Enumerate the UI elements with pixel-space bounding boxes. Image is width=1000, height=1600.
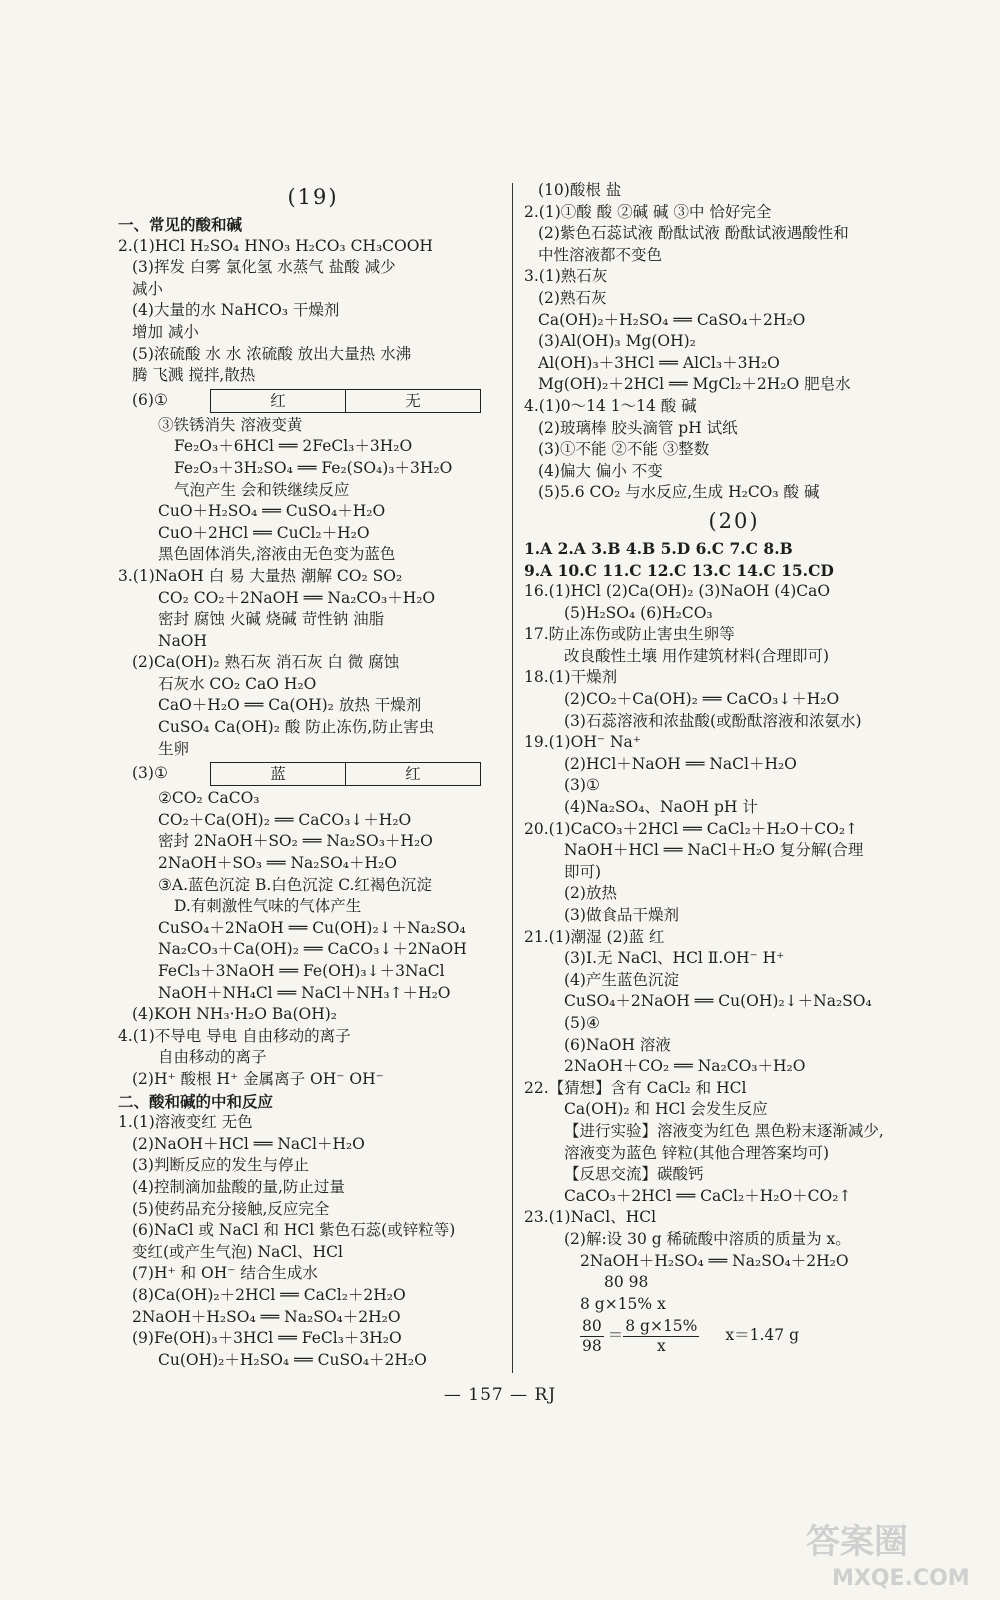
section-heading: 9.A 10.C 11.C 12.C 13.C 14.C 15.CD: [524, 560, 834, 580]
answer-line: (3)①: [564, 776, 600, 795]
indicator-table-row: [118, 762, 508, 786]
answer-line: (2)玻璃棒 胶头滴管 pH 试纸: [538, 418, 738, 437]
watermark-logo: [802, 1515, 982, 1593]
answer-line: 【反思交流】碳酸钙: [564, 1165, 704, 1184]
answer-line: 2NaOH＋H₂SO₄ ══ Na₂SO₄＋2H₂O: [132, 1307, 401, 1326]
answer-line: (3)判断反应的发生与停止: [132, 1156, 309, 1175]
answer-line: 2.(1)①酸 酸 ②碱 碱 ③中 恰好完全: [524, 202, 772, 221]
answer-line: 2NaOH＋SO₃ ══ Na₂SO₄＋H₂O: [158, 854, 397, 873]
answer-line: 自由移动的离子: [158, 1048, 267, 1067]
answer-line: 气泡产生 会和铁继续反应: [174, 480, 350, 499]
answer-line: (2)H⁺ 酸根 H⁺ 金属离子 OH⁻ OH⁻: [132, 1069, 384, 1088]
answer-line: Ca(OH)₂＋H₂SO₄ ══ CaSO₄＋2H₂O: [538, 310, 806, 329]
left-column: [118, 180, 508, 1371]
answer-line: (10)酸根 盐: [538, 181, 622, 199]
answer-line: (2)紫色石蕊试液 酚酞试液 酚酞试液遇酸性和: [538, 224, 849, 243]
section-title: (19): [287, 185, 339, 209]
question-label: (3)①: [132, 764, 168, 783]
answer-line: (9)Fe(OH)₃＋3HCl ══ FeCl₃＋3H₂O: [132, 1329, 402, 1348]
answer-line: (2)解:设 30 g 稀硫酸中溶质的质量为 x。: [564, 1229, 851, 1248]
answer-line: (6)NaOH 溶液: [564, 1035, 671, 1054]
answer-line: CO₂ CO₂＋2NaOH ══ Na₂CO₃＋H₂O: [158, 588, 436, 607]
equals-sign: ＝: [607, 1326, 624, 1345]
answer-line: 4.(1)0～14 1～14 酸 碱: [524, 396, 697, 415]
answer-line: 3.(1)熟石灰: [524, 267, 608, 286]
watermark-url: MXQE.COM: [832, 1566, 970, 1591]
fraction-numerator: 8 g×15%: [625, 1316, 698, 1335]
column-divider: [512, 183, 513, 1373]
answer-line: ③A.蓝色沉淀 B.白色沉淀 C.红褐色沉淀: [158, 875, 432, 894]
section-heading: 二、酸和碱的中和反应: [118, 1091, 274, 1111]
section-title: (20): [708, 508, 760, 533]
answer-line: ②CO₂ CaCO₃: [158, 789, 260, 808]
answer-line: 18.(1)干燥剂: [524, 668, 618, 687]
answer-line: 腾 飞溅 搅拌,散热: [132, 366, 256, 385]
answer-line: (3)Al(OH)₃ Mg(OH)₂: [538, 332, 696, 351]
answer-line: Mg(OH)₂＋2HCl ══ MgCl₂＋2H₂O 肥皂水: [538, 375, 851, 394]
answer-line: 2.(1)HCl H₂SO₄ HNO₃ H₂CO₃ CH₃COOH: [118, 236, 433, 255]
fraction: [580, 1317, 604, 1356]
answer-line: NaOH＋HCl ══ NaCl＋H₂O 复分解(合理: [564, 841, 864, 860]
table-cell: 无: [345, 390, 480, 412]
indicator-table-row: [118, 389, 508, 413]
answer-line: 16.(1)HCl (2)Ca(OH)₂ (3)NaOH (4)CaO: [524, 582, 831, 601]
table-cell: 红: [270, 391, 286, 410]
answer-line: 2NaOH＋CO₂ ══ Na₂CO₃＋H₂O: [564, 1057, 806, 1076]
answer-line: (2)Ca(OH)₂ 熟石灰 消石灰 白 微 腐蚀: [132, 653, 400, 672]
answer-line: 中性溶液都不变色: [538, 245, 663, 264]
answer-line: (5)浓硫酸 水 水 浓硫酸 放出大量热 水沸: [132, 344, 412, 363]
answer-line: 改良酸性土壤 用作建筑材料(合理即可): [564, 646, 830, 665]
answer-line: 1.(1)溶液变红 无色: [118, 1113, 253, 1132]
answer-line: 21.(1)潮湿 (2)蓝 红: [524, 927, 665, 946]
answer-line: CO₂＋Ca(OH)₂ ══ CaCO₃↓＋H₂O: [158, 810, 412, 829]
answer-line: 2NaOH＋H₂SO₄ ══ Na₂SO₄＋2H₂O: [580, 1251, 849, 1270]
answer-line: 80 98: [604, 1273, 649, 1292]
answer-line: (3)挥发 白雾 氯化氢 水蒸气 盐酸 减少: [132, 258, 396, 277]
answer-line: (4)控制滴加盐酸的量,防止过量: [132, 1177, 345, 1196]
answer-line: (3)做食品干燥剂: [564, 906, 679, 924]
table-cell: 蓝: [270, 765, 286, 784]
equation-result: x＝1.47 g: [725, 1326, 800, 1345]
fraction-numerator: 80: [582, 1316, 602, 1335]
answer-line: (3)石蕊溶液和浓盐酸(或酚酞溶液和浓氨水): [564, 711, 862, 730]
answer-line: ③铁锈消失 溶液变黄: [158, 415, 303, 434]
table-cell: 红: [345, 763, 480, 785]
answer-line: 即可): [564, 862, 602, 881]
answer-line: (4)大量的水 NaHCO₃ 干燥剂: [132, 301, 340, 320]
answer-line: NaOH: [158, 631, 208, 650]
answer-line: CuO＋2HCl ══ CuCl₂＋H₂O: [158, 523, 370, 542]
answer-line: (2)放热: [564, 884, 617, 903]
answer-line: (4)偏大 偏小 不变: [538, 461, 663, 480]
answer-line: (2)HCl＋NaOH ══ NaCl＋H₂O: [564, 754, 797, 773]
answer-line: FeCl₃＋3NaOH ══ Fe(OH)₃↓＋3NaCl: [158, 962, 445, 980]
page-footer: — 157 — RJ: [443, 1385, 557, 1405]
answer-line: CuO＋H₂SO₄ ══ CuSO₄＋H₂O: [158, 502, 386, 521]
answer-line: Al(OH)₃＋3HCl ══ AlCl₃＋3H₂O: [538, 353, 780, 372]
answer-line: Fe₂O₃＋3H₂SO₄ ══ Fe₂(SO₄)₃＋3H₂O: [174, 458, 453, 477]
right-column: [524, 180, 944, 1357]
answer-line: D.有刺激性气味的气体产生: [174, 897, 362, 916]
answer-line: (4)产生蓝色沉淀: [564, 970, 679, 989]
answer-line: (2)NaOH＋HCl ══ NaCl＋H₂O: [132, 1134, 365, 1153]
answer-line: (5)使药品充分接触,反应完全: [132, 1199, 330, 1218]
answer-line: 8 g×15% x: [580, 1294, 666, 1313]
question-label: (6)①: [132, 390, 168, 409]
answer-line: 变红(或产生气泡) NaCl、HCl: [132, 1242, 343, 1261]
answer-line: (5)④: [564, 1013, 600, 1032]
answer-line: 生卵: [158, 739, 190, 758]
answer-line: (3)①不能 ②不能 ③整数: [538, 440, 710, 459]
answer-line: 23.(1)NaCl、HCl: [524, 1208, 657, 1227]
section-heading: 一、常见的酸和碱: [118, 215, 243, 234]
fraction-denominator: x: [656, 1336, 666, 1355]
section-heading: 1.A 2.A 3.B 4.B 5.D 6.C 7.C 8.B: [524, 538, 793, 558]
watermark-text: 答案圈: [806, 1522, 908, 1562]
answer-line: 黑色固体消失,溶液由无色变为蓝色: [158, 545, 396, 564]
answer-line: 【进行实验】溶液变为红色 黑色粉末逐渐减少,: [564, 1121, 884, 1140]
answer-line: Na₂CO₃＋Ca(OH)₂ ══ CaCO₃↓＋2NaOH: [158, 940, 467, 959]
answer-line: 3.(1)NaOH 白 易 大量热 潮解 CO₂ SO₂: [118, 566, 403, 585]
proportion-equation: [524, 1315, 944, 1357]
answer-line: CuSO₄＋2NaOH ══ Cu(OH)₂↓＋Na₂SO₄: [158, 918, 466, 937]
answer-line: NaOH＋NH₄Cl ══ NaCl＋NH₃↑＋H₂O: [158, 983, 451, 1002]
answer-line: 减小: [132, 279, 164, 298]
answer-line: 增加 减小: [132, 322, 199, 341]
answer-line: 密封 2NaOH＋SO₂ ══ Na₂SO₃＋H₂O: [158, 832, 433, 851]
answer-line: CuSO₄＋2NaOH ══ Cu(OH)₂↓＋Na₂SO₄: [564, 992, 872, 1011]
answer-line: CaO＋H₂O ══ Ca(OH)₂ 放热 干燥剂: [158, 696, 422, 715]
fraction: [623, 1317, 699, 1356]
answer-line: 19.(1)OH⁻ Na⁺: [524, 733, 641, 752]
answer-line: Fe₂O₃＋6HCl ══ 2FeCl₃＋3H₂O: [174, 437, 413, 456]
answer-line: (6)NaCl 或 NaCl 和 HCl 紫色石蕊(或锌粒等): [132, 1221, 456, 1240]
answer-line: 22.【猜想】含有 CaCl₂ 和 HCl: [524, 1078, 747, 1097]
answer-line: (5)H₂SO₄ (6)H₂CO₃: [564, 603, 713, 622]
answer-line: (7)H⁺ 和 OH⁻ 结合生成水: [132, 1264, 318, 1283]
answer-line: (3)Ⅰ.无 NaCl、HCl Ⅱ.OH⁻ H⁺: [564, 949, 785, 968]
answer-line: (5)5.6 CO₂ 与水反应,生成 H₂CO₃ 酸 碱: [538, 483, 820, 502]
answer-line: 密封 腐蚀 火碱 烧碱 苛性钠 油脂: [158, 610, 385, 629]
answer-line: (4)Na₂SO₄、NaOH pH 计: [564, 798, 758, 817]
page-number: 157: [468, 1385, 504, 1405]
answer-line: (8)Ca(OH)₂＋2HCl ══ CaCl₂＋2H₂O: [132, 1285, 406, 1304]
answer-line: CuSO₄ Ca(OH)₂ 酸 防止冻伤,防止害虫: [158, 718, 435, 737]
answer-line: 20.(1)CaCO₃＋2HCl ══ CaCl₂＋H₂O＋CO₂↑: [524, 819, 859, 838]
answer-line: 溶液变为蓝色 锌粒(其他合理答案均可): [564, 1143, 830, 1162]
indicator-color-table: [210, 389, 481, 413]
answer-line: (2)熟石灰: [538, 288, 607, 307]
answer-line: (4)KOH NH₃·H₂O Ba(OH)₂: [132, 1005, 338, 1024]
answer-line: Cu(OH)₂＋H₂SO₄ ══ CuSO₄＋2H₂O: [158, 1350, 427, 1369]
answer-line: 石灰水 CO₂ CaO H₂O: [158, 674, 317, 693]
answer-line: Ca(OH)₂ 和 HCl 会发生反应: [564, 1100, 768, 1119]
edition-code: RJ: [534, 1385, 557, 1405]
indicator-color-table: [210, 762, 481, 786]
answer-line: CaCO₃＋2HCl ══ CaCl₂＋H₂O＋CO₂↑: [564, 1186, 852, 1205]
fraction-denominator: 98: [582, 1336, 602, 1355]
answer-line: (2)CO₂＋Ca(OH)₂ ══ CaCO₃↓＋H₂O: [564, 690, 840, 709]
answer-line: 4.(1)不导电 导电 自由移动的离子: [118, 1026, 351, 1045]
answer-line: 17.防止冻伤或防止害虫生卵等: [524, 625, 735, 644]
